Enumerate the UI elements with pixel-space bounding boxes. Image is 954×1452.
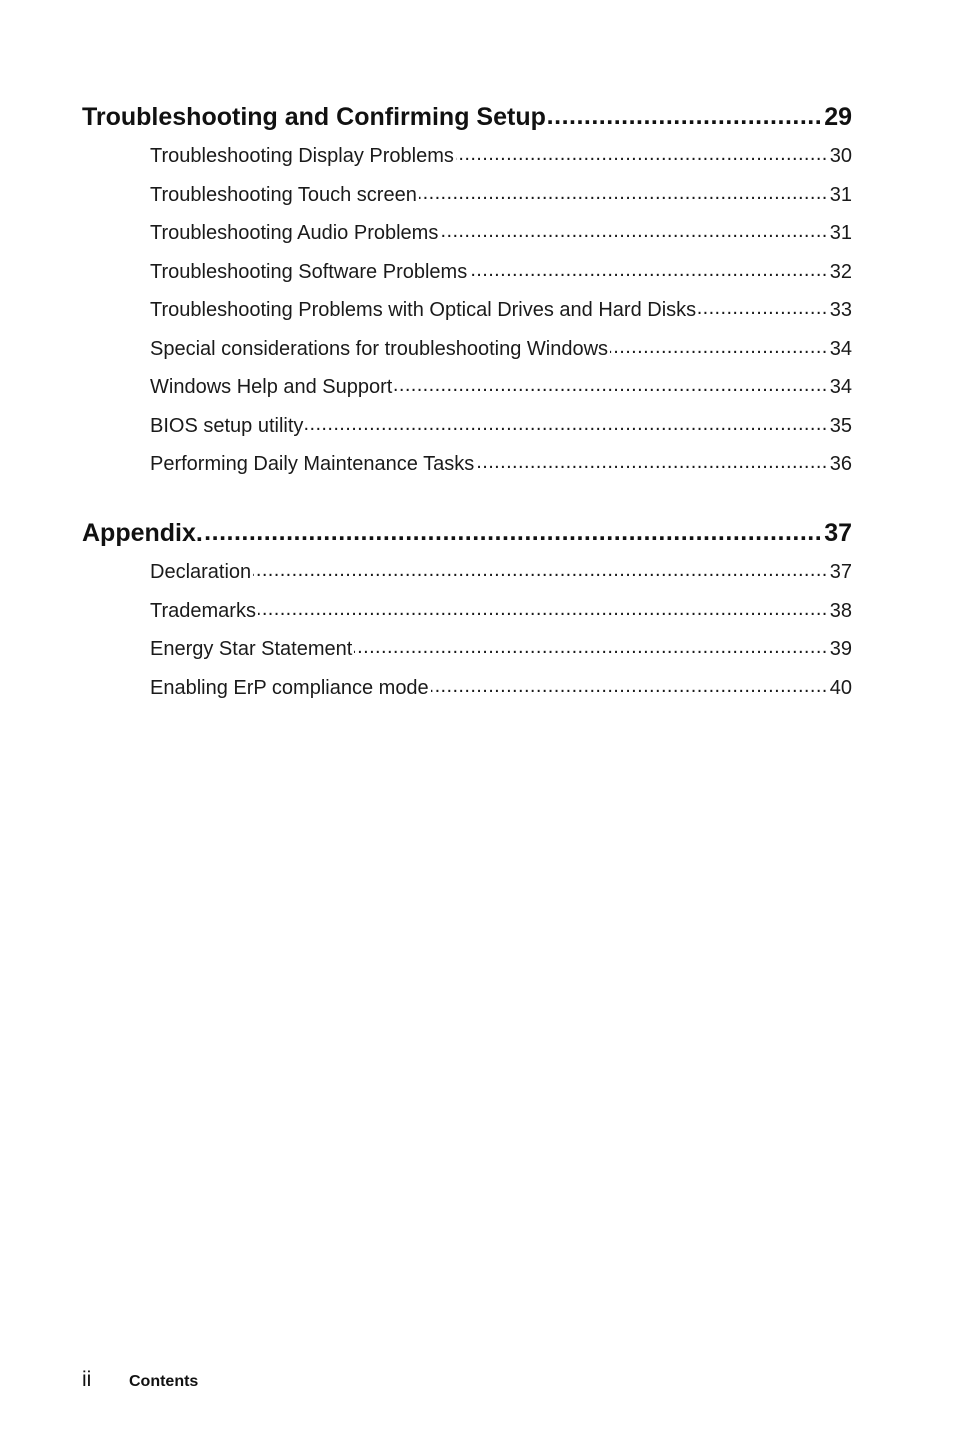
dot-leader: [440, 219, 827, 239]
toc-entry[interactable]: [150, 674, 852, 698]
toc-entry-page: 33: [829, 299, 852, 321]
toc-entry[interactable]: [150, 558, 852, 582]
toc-entry-page: 39: [829, 638, 852, 660]
dot-leader: [476, 450, 828, 470]
toc-entry[interactable]: [150, 450, 852, 474]
toc-entry-page: 36: [829, 453, 852, 475]
toc-entry[interactable]: [150, 335, 852, 359]
toc-entry-page: 40: [829, 676, 852, 699]
toc-entry-page: 32: [829, 260, 852, 283]
toc-entry-label: Declaration: [150, 561, 252, 583]
toc-heading-page: 29: [824, 103, 852, 131]
footer-label: Contents: [129, 1373, 199, 1390]
toc-entry-label: Energy Star Statement: [150, 638, 353, 660]
toc-entry-label: Troubleshooting Software Problems: [150, 260, 468, 283]
dot-leader: [698, 296, 828, 316]
dot-leader: [456, 142, 828, 162]
toc-heading-title: Troubleshooting and Confirming Setup: [82, 103, 546, 131]
dot-leader: [305, 412, 827, 432]
toc-entry-label: Troubleshooting Problems with Optical Drives and Hard Disks: [150, 299, 697, 321]
dot-leader: [548, 100, 822, 125]
toc-entry-page: 31: [829, 183, 852, 206]
toc-entry-label: Enabling ErP compliance mode: [150, 676, 429, 699]
toc-entry-label: Troubleshooting Touch screen: [150, 183, 417, 206]
toc-entry[interactable]: [150, 597, 852, 621]
dot-leader: [610, 335, 828, 355]
toc-entry-label: Troubleshooting Audio Problems: [150, 222, 439, 244]
dot-leader: [354, 635, 827, 655]
footer-page-number: ii: [82, 1368, 92, 1391]
toc-section-appendix: [82, 516, 852, 712]
toc-heading-page: 37: [824, 519, 852, 547]
toc-entry-page: 37: [829, 561, 852, 583]
dot-leader: [205, 516, 822, 541]
toc-entry-page: 38: [829, 599, 852, 622]
toc-entry-label: Performing Daily Maintenance Tasks: [150, 453, 475, 475]
toc-section-troubleshooting: [82, 100, 852, 489]
toc-entry[interactable]: [150, 635, 852, 659]
toc-entry[interactable]: [150, 219, 852, 243]
toc-entry[interactable]: [150, 142, 852, 166]
toc-entry-page: 34: [829, 376, 852, 398]
toc-entry-label: Trademarks: [150, 599, 256, 622]
dot-leader: [258, 597, 828, 617]
dot-leader: [394, 373, 827, 393]
toc-entry[interactable]: [150, 373, 852, 397]
page-footer: [82, 1368, 198, 1392]
toc-entry-label: BIOS setup utility: [150, 414, 304, 437]
toc-entry-page: 31: [829, 222, 852, 244]
toc-entry[interactable]: [150, 258, 852, 282]
toc-heading-title: Appendix.: [82, 519, 203, 547]
dot-leader: [253, 558, 828, 578]
dot-leader: [419, 181, 828, 201]
toc-heading[interactable]: [82, 516, 852, 546]
toc-entry-page: 35: [829, 414, 852, 437]
dot-leader: [431, 674, 828, 694]
toc-entry[interactable]: [150, 296, 852, 320]
dot-leader: [469, 258, 828, 278]
toc-entry-label: Windows Help and Support: [150, 376, 393, 398]
toc-entry-page: 30: [829, 145, 852, 167]
toc-entry-page: 34: [829, 337, 852, 360]
toc-entry[interactable]: [150, 181, 852, 205]
toc-entry-label: Special considerations for troubleshooting Windows: [150, 337, 609, 360]
toc-heading[interactable]: [82, 100, 852, 130]
toc-entry-label: Troubleshooting Display Problems: [150, 145, 454, 167]
toc-entry[interactable]: [150, 412, 852, 436]
